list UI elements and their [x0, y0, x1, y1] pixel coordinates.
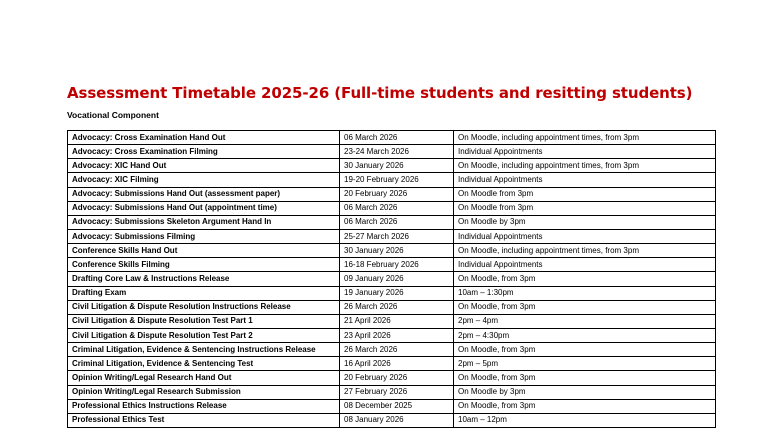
- assessment-name-cell: Civil Litigation & Dispute Resolution Instructions Release: [68, 300, 340, 314]
- assessment-name-cell: Advocacy: Submissions Filming: [68, 229, 340, 243]
- assessment-name-cell: Conference Skills Hand Out: [68, 244, 340, 258]
- date-cell: 26 March 2026: [340, 300, 454, 314]
- details-cell: On Moodle, including appointment times, from 3pm: [454, 159, 716, 173]
- details-cell: On Moodle from 3pm: [454, 187, 716, 201]
- table-row: [68, 371, 716, 385]
- table-row: [68, 215, 716, 229]
- assessment-name-cell: Professional Ethics Instructions Release: [68, 399, 340, 413]
- details-cell: 2pm – 5pm: [454, 357, 716, 371]
- table-row: [68, 300, 716, 314]
- assessment-name-cell: Drafting Core Law & Instructions Release: [68, 272, 340, 286]
- table-row: [68, 272, 716, 286]
- details-cell: On Moodle, including appointment times, from 3pm: [454, 244, 716, 258]
- table-row: [68, 187, 716, 201]
- table-row: [68, 145, 716, 159]
- details-cell: On Moodle, including appointment times, from 3pm: [454, 131, 716, 145]
- assessment-name-cell: Advocacy: XIC Hand Out: [68, 159, 340, 173]
- assessment-name-cell: Criminal Litigation, Evidence & Sentencing Test: [68, 357, 340, 371]
- details-cell: Individual Appointments: [454, 229, 716, 243]
- assessment-timetable: [67, 130, 716, 428]
- details-cell: 2pm – 4:30pm: [454, 328, 716, 342]
- assessment-name-cell: Civil Litigation & Dispute Resolution Test Part 2: [68, 328, 340, 342]
- table-row: [68, 328, 716, 342]
- assessment-name-cell: Conference Skills Filming: [68, 258, 340, 272]
- date-cell: 30 January 2026: [340, 159, 454, 173]
- table-row: [68, 159, 716, 173]
- section-subtitle: Vocational Component: [67, 110, 159, 120]
- details-cell: On Moodle, from 3pm: [454, 399, 716, 413]
- assessment-name-cell: Advocacy: Submissions Hand Out (appointment time): [68, 201, 340, 215]
- details-cell: Individual Appointments: [454, 145, 716, 159]
- table-row: [68, 131, 716, 145]
- date-cell: 08 December 2025: [340, 399, 454, 413]
- assessment-name-cell: Drafting Exam: [68, 286, 340, 300]
- table-row: [68, 258, 716, 272]
- table-row: [68, 357, 716, 371]
- table-row: [68, 229, 716, 243]
- date-cell: 09 January 2026: [340, 272, 454, 286]
- date-cell: 27 February 2026: [340, 385, 454, 399]
- date-cell: 20 February 2026: [340, 371, 454, 385]
- page-title: Assessment Timetable 2025-26 (Full-time students and resitting students): [67, 84, 693, 102]
- assessment-name-cell: Civil Litigation & Dispute Resolution Test Part 1: [68, 314, 340, 328]
- details-cell: Individual Appointments: [454, 173, 716, 187]
- table-row: [68, 244, 716, 258]
- date-cell: 23-24 March 2026: [340, 145, 454, 159]
- assessment-name-cell: Advocacy: Submissions Hand Out (assessment paper): [68, 187, 340, 201]
- details-cell: 10am – 12pm: [454, 413, 716, 427]
- details-cell: On Moodle by 3pm: [454, 385, 716, 399]
- details-cell: On Moodle, from 3pm: [454, 272, 716, 286]
- table-row: [68, 314, 716, 328]
- table-row: [68, 413, 716, 427]
- assessment-name-cell: Criminal Litigation, Evidence & Sentencing Instructions Release: [68, 343, 340, 357]
- details-cell: 2pm – 4pm: [454, 314, 716, 328]
- date-cell: 06 March 2026: [340, 201, 454, 215]
- table-row: [68, 399, 716, 413]
- details-cell: On Moodle by 3pm: [454, 215, 716, 229]
- date-cell: 16-18 February 2026: [340, 258, 454, 272]
- assessment-name-cell: Professional Ethics Test: [68, 413, 340, 427]
- date-cell: 19 January 2026: [340, 286, 454, 300]
- assessment-name-cell: Advocacy: XIC Filming: [68, 173, 340, 187]
- date-cell: 16 April 2026: [340, 357, 454, 371]
- date-cell: 25-27 March 2026: [340, 229, 454, 243]
- assessment-name-cell: Advocacy: Cross Examination Filming: [68, 145, 340, 159]
- details-cell: On Moodle, from 3pm: [454, 343, 716, 357]
- date-cell: 08 January 2026: [340, 413, 454, 427]
- assessment-name-cell: Advocacy: Cross Examination Hand Out: [68, 131, 340, 145]
- table-row: [68, 201, 716, 215]
- date-cell: 20 February 2026: [340, 187, 454, 201]
- date-cell: 23 April 2026: [340, 328, 454, 342]
- table-row: [68, 286, 716, 300]
- details-cell: Individual Appointments: [454, 258, 716, 272]
- assessment-name-cell: Opinion Writing/Legal Research Hand Out: [68, 371, 340, 385]
- date-cell: 26 March 2026: [340, 343, 454, 357]
- date-cell: 06 March 2026: [340, 215, 454, 229]
- table-row: [68, 385, 716, 399]
- table-row: [68, 343, 716, 357]
- details-cell: On Moodle from 3pm: [454, 201, 716, 215]
- date-cell: 30 January 2026: [340, 244, 454, 258]
- table-row: [68, 173, 716, 187]
- date-cell: 21 April 2026: [340, 314, 454, 328]
- assessment-name-cell: Advocacy: Submissions Skeleton Argument Hand In: [68, 215, 340, 229]
- date-cell: 19-20 February 2026: [340, 173, 454, 187]
- details-cell: On Moodle, from 3pm: [454, 371, 716, 385]
- details-cell: On Moodle, from 3pm: [454, 300, 716, 314]
- assessment-name-cell: Opinion Writing/Legal Research Submission: [68, 385, 340, 399]
- date-cell: 06 March 2026: [340, 131, 454, 145]
- details-cell: 10am – 1:30pm: [454, 286, 716, 300]
